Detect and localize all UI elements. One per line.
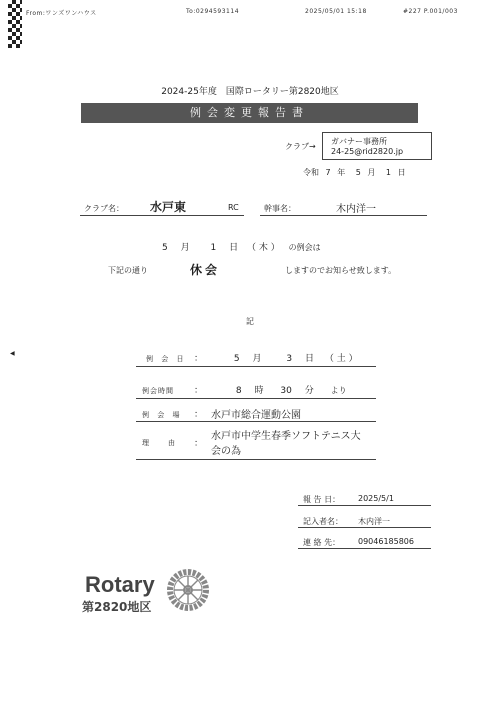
detail-time-label: 例会時間: [142, 387, 174, 395]
recipient-office: ガバナー事務所: [331, 137, 387, 146]
report-date-underline: [298, 505, 431, 506]
date-era: 令和: [303, 168, 319, 177]
district-label: 第2820地区: [82, 600, 152, 614]
detail-time: [194, 383, 347, 396]
report-date-label: 報 告 日：: [303, 495, 341, 504]
detail-reason-label: 理 由: [142, 439, 181, 447]
notice-status: 休会: [190, 263, 221, 277]
club-suffix: RC: [228, 203, 239, 212]
contact-underline: [298, 548, 431, 549]
rotary-wheel-icon: [165, 567, 211, 613]
document-heading: 2024-25年度 国際ロータリー第2820地区: [161, 87, 339, 97]
recipient-box: [322, 132, 432, 160]
fax-header-pattern: [8, 0, 22, 48]
club-label: クラブ名：: [84, 204, 124, 213]
secretary-name: 木内洋一: [336, 204, 376, 215]
detail-weekday: （ 土 ）: [324, 354, 358, 364]
detail-date: [194, 351, 358, 364]
recipient-email: 24-25@rid2820.jp: [331, 147, 404, 156]
detail-venue-colon: ：: [194, 410, 204, 420]
detail-reason-line-2: 会の為: [211, 446, 241, 457]
report-date-top: [303, 167, 406, 178]
writer-label: 記入者名：: [303, 517, 343, 526]
notice-prefix: 下記の通り: [108, 266, 148, 275]
document-title: 例会変更報告書: [81, 103, 418, 123]
contact-number: 09046185806: [358, 537, 414, 546]
detail-hour-unit: 時: [254, 386, 264, 396]
detail-time-colon: ：: [194, 386, 204, 396]
detail-reason-line-1: 水戸市中学生春季ソフトテニス大: [211, 431, 361, 442]
meeting-month-unit: 月: [180, 243, 190, 253]
club-arrow-label: クラブ→: [285, 142, 316, 151]
detail-venue-label: 例 会 場: [142, 411, 183, 419]
contact-label: 連 絡 先：: [303, 538, 341, 547]
secretary-label: 幹事名：: [264, 204, 296, 213]
meeting-text: の例会は: [288, 243, 321, 252]
detail-venue-underline: [136, 421, 376, 422]
detail-date-label: 例 会 日: [146, 355, 187, 363]
date-month: 5: [355, 168, 361, 177]
detail-day: 3: [286, 354, 293, 364]
detail-hour: 8: [235, 386, 242, 396]
detail-reason-colon: ：: [194, 439, 204, 449]
detail-minute: 30: [280, 386, 292, 396]
date-day: 1: [385, 168, 392, 177]
detail-month-unit: 月: [252, 354, 262, 364]
meeting-weekday: （ 木 ）: [247, 243, 280, 253]
detail-date-colon: ：: [194, 354, 204, 364]
detail-date-underline: [136, 366, 376, 367]
detail-reason-underline: [136, 459, 376, 460]
meeting-day-unit: 日: [229, 243, 239, 253]
detail-month: 5: [233, 354, 240, 364]
rotary-wordmark: Rotary: [85, 572, 155, 597]
detail-reason: [211, 429, 361, 459]
writer-underline: [298, 527, 431, 528]
date-day-unit: 日: [397, 168, 406, 177]
meeting-day: 1: [210, 243, 217, 253]
club-name: 水戸東: [150, 200, 187, 214]
detail-day-unit: 日: [305, 354, 315, 364]
fax-datetime: 2025/05/01 15:18: [305, 8, 367, 15]
notice-suffix: しますのでお知らせ致します。: [285, 266, 397, 275]
date-month-unit: 月: [367, 168, 376, 177]
detail-time-underline: [136, 398, 376, 399]
detail-venue: 水戸市総合運動公園: [211, 410, 301, 421]
secretary-underline: [260, 215, 427, 216]
date-year: 7: [325, 168, 331, 177]
club-underline: [80, 215, 244, 216]
meeting-date-line: [162, 240, 321, 253]
meeting-month: 5: [162, 243, 168, 253]
detail-minute-unit: 分: [304, 386, 314, 396]
date-year-unit: 年: [337, 168, 346, 177]
writer-name: 木内洋一: [358, 517, 390, 526]
ki-mark: 記: [246, 317, 254, 326]
detail-from: より: [330, 386, 347, 395]
margin-mark: ◀: [10, 350, 15, 357]
fax-page: #227 P.001/003: [403, 8, 458, 15]
fax-to: To:0294593114: [186, 8, 240, 15]
report-date: 2025/5/1: [358, 494, 394, 503]
fax-from: From:ワンズワンハウス: [26, 10, 97, 17]
